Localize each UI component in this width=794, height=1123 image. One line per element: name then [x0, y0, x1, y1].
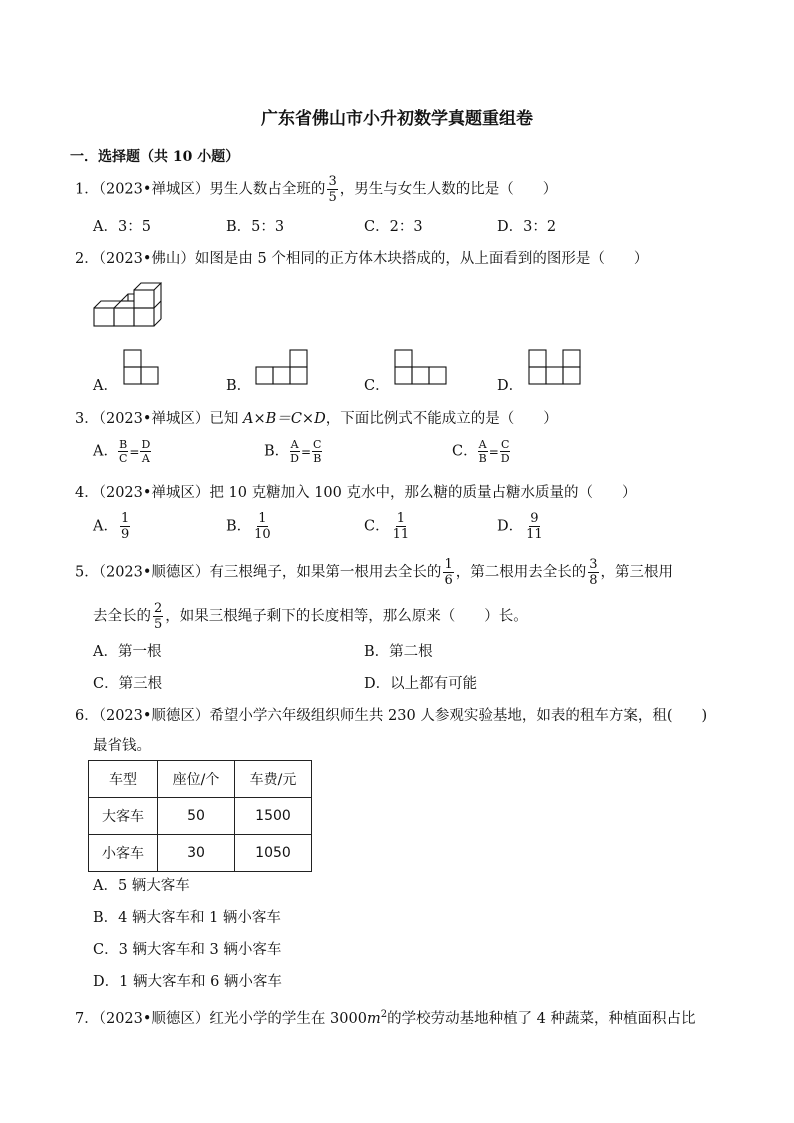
q4a-num: 1	[120, 511, 130, 526]
q4-option-b-label: B．	[226, 518, 252, 535]
q5-f1-den: 6	[444, 573, 453, 588]
q3-option-c	[452, 438, 511, 465]
q3-lead: 3．（2023•禅城区）已知	[75, 411, 244, 427]
q4-option-d-label: D．	[497, 518, 524, 535]
question-7	[75, 1004, 696, 1030]
table-header-cell: 座位/个	[158, 761, 235, 798]
q4b-den: 10	[254, 527, 271, 542]
q7-lead: 7．（2023•顺德区）红光小学的学生在 3000	[75, 1010, 367, 1027]
q2-option-c-label: C．	[364, 378, 390, 394]
q1-option-d: D．3：2	[497, 219, 557, 235]
page-title: 广东省佛山市小升初数学真题重组卷	[261, 109, 533, 129]
q3b-left-den: D	[290, 452, 299, 465]
q5-f3-num: 2	[154, 601, 163, 616]
q6-option-a: A．5 辆大客车	[93, 878, 190, 894]
q3a-equals: =	[129, 444, 140, 459]
q3c-right-num: C	[500, 438, 510, 451]
q3b-equals: =	[300, 444, 312, 459]
q4c-num: 1	[396, 511, 406, 526]
table-row	[89, 798, 312, 835]
question-2: 2．（2023•佛山）如图是由 5 个相同的正方体木块搭成的，从上面看到的图形是（ ）	[75, 251, 649, 267]
table-cell: 小客车	[89, 835, 158, 872]
q4-option-d	[497, 511, 546, 542]
q3-option-a-ratio	[118, 438, 151, 465]
table-cell: 1050	[235, 835, 312, 872]
q1-option-b: B．5：3	[226, 219, 285, 235]
q3-option-b	[264, 438, 322, 465]
table-cell: 30	[158, 835, 235, 872]
q3c-left-den: B	[478, 452, 487, 465]
q5-f1-num: 1	[444, 557, 453, 572]
q3c-equals: =	[488, 444, 499, 459]
q3-tail: ，下面比例式不能成立的是（ ）	[325, 411, 558, 427]
q1-frac-num: 3	[328, 174, 337, 189]
q4-option-b	[226, 511, 274, 542]
q2-option-b-label: B．	[226, 378, 252, 394]
q5-option-c: C．第三根	[93, 676, 163, 692]
table-header-cell: 车费/元	[235, 761, 312, 798]
table-header-cell: 车型	[89, 761, 158, 798]
q7-tail: 的学校劳动基地种植了 4 种蔬菜，种植面积占比	[387, 1010, 696, 1027]
q6-option-b: B．4 辆大客车和 1 辆小客车	[93, 910, 281, 926]
table-header-row	[89, 761, 312, 798]
q3b-right-den: B	[313, 452, 322, 465]
question-4: 4．（2023•禅城区）把 10 克糖加入 100 克水中，那么糖的质量占糖水质量的（ ）	[75, 485, 637, 501]
q3c-left-num: A	[478, 438, 487, 451]
q3b-right-num: C	[313, 438, 322, 451]
q2-option-a-figure	[123, 349, 161, 385]
q7-unit-exponent: 2	[380, 1009, 388, 1020]
q4d-den: 11	[526, 527, 543, 542]
cube-stack-figure	[92, 282, 162, 328]
q4c-den: 11	[392, 527, 410, 542]
table-row	[89, 835, 312, 872]
q6-option-c: C．3 辆大客车和 3 辆小客车	[93, 942, 282, 958]
q5-part-2: ，第二根用去全长的	[455, 564, 587, 581]
question-6-line-1: 6．（2023•顺德区）希望小学六年级组织师生共 230 人参观实验基地，如表的租车方案，租( )	[75, 708, 708, 724]
q3a-right-den: A	[141, 452, 150, 465]
question-5-line-1	[75, 557, 673, 588]
q4-option-c-label: C．	[364, 518, 390, 535]
q2-option-c-figure	[394, 349, 449, 385]
q5-f2-num: 3	[589, 557, 598, 572]
q4-option-c	[364, 511, 412, 542]
q1-lead: 1．（2023•禅城区）男生人数占全班的	[75, 181, 326, 198]
q4-option-a	[93, 511, 132, 542]
q2-option-a-label: A．	[93, 378, 118, 394]
q3c-right-den: D	[500, 452, 510, 465]
q5-part-5: ，如果三根绳子剩下的长度相等，那么原来（ ）长。	[165, 608, 528, 625]
q4a-den: 9	[120, 527, 130, 542]
q1-tail: ，男生与女生人数的比是（ ）	[339, 181, 558, 198]
question-3	[75, 408, 558, 430]
q3-option-b-ratio	[289, 438, 322, 465]
q3-option-c-ratio	[478, 438, 511, 465]
q5-option-b: B．第二根	[364, 644, 433, 660]
q5-option-d: D．以上都有可能	[364, 676, 478, 692]
q3-expression: A×B＝C×D	[243, 411, 326, 427]
q5-f3-den: 5	[154, 617, 163, 632]
q7-unit: m	[366, 1010, 381, 1027]
rental-table	[88, 760, 312, 872]
q3a-left-num: B	[119, 438, 128, 451]
q1-option-c: C．2：3	[364, 219, 423, 235]
q4-option-a-label: A．	[93, 518, 118, 535]
q5-part-3: ，第三根用	[600, 564, 673, 581]
q2-option-d-figure	[528, 349, 583, 385]
q2-option-d-label: D．	[497, 378, 524, 394]
q5-part-1: 5．（2023•顺德区）有三根绳子，如果第一根用去全长的	[75, 564, 442, 581]
q3-option-a-label: A．	[93, 443, 118, 460]
q1-option-a: A．3：5	[93, 219, 151, 235]
table-cell: 1500	[235, 798, 312, 835]
q5-part-4: 去全长的	[93, 608, 151, 625]
q4b-num: 1	[258, 511, 267, 526]
q3-option-b-label: B．	[264, 443, 290, 460]
q2-option-b-figure	[255, 349, 310, 385]
q1-frac-den: 5	[328, 190, 337, 205]
q3a-right-num: D	[141, 438, 151, 451]
q5-option-a: A．第一根	[93, 644, 162, 660]
table-cell: 50	[158, 798, 235, 835]
q5-f2-den: 8	[589, 573, 598, 588]
question-5-line-2	[93, 601, 528, 632]
q3-option-c-label: C．	[452, 443, 478, 460]
q6-option-d: D．1 辆大客车和 6 辆小客车	[93, 974, 282, 990]
question-1	[75, 174, 557, 205]
section-heading: 一．选择题（共 10 小题）	[70, 149, 240, 165]
q3-option-a	[93, 438, 151, 465]
q3b-left-num: A	[290, 438, 299, 451]
table-cell: 大客车	[89, 798, 158, 835]
question-6-line-2: 最省钱。	[93, 738, 151, 754]
q1-fraction	[327, 174, 337, 205]
q4d-num: 9	[530, 511, 539, 526]
q3a-left-den: C	[118, 452, 128, 465]
